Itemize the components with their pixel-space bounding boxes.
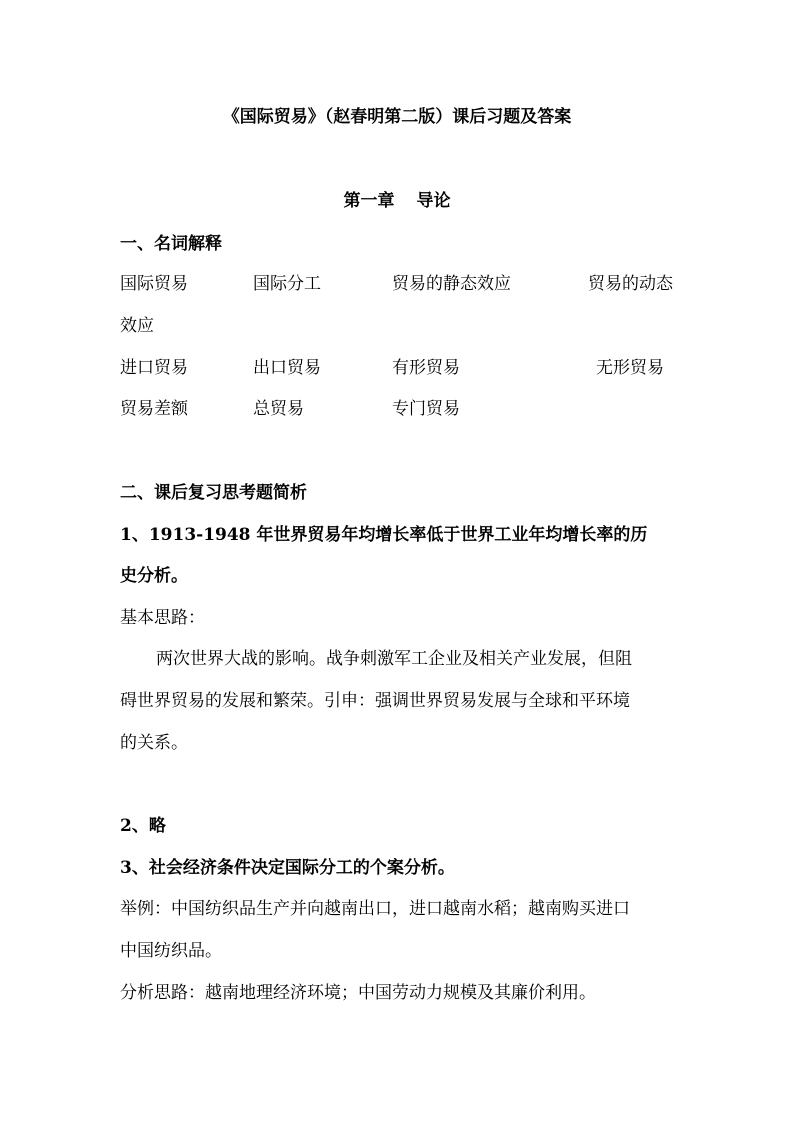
- term-item: 贸易的动态: [588, 274, 673, 294]
- term-item: 贸易的静态效应: [392, 274, 511, 294]
- term-item: 专门贸易: [392, 399, 460, 419]
- term-item: 效应: [120, 316, 154, 336]
- document-title: 《国际贸易》（赵春明第二版）课后习题及答案: [222, 107, 572, 127]
- section-heading-terms: 一、名词解释: [120, 234, 222, 254]
- question-1-body-line: 的关系。: [120, 733, 188, 753]
- term-item: 出口贸易: [253, 358, 321, 378]
- chapter-heading: [0, 190, 794, 212]
- question-1-title-cont: 史分析。: [120, 566, 188, 586]
- term-item: 国际贸易: [120, 274, 188, 294]
- question-2-title: 2、略: [120, 816, 166, 836]
- question-3-example-line: 中国纺织品。: [120, 941, 222, 961]
- question-3-analysis: 分析思路：越南地理经济环境；中国劳动力规模及其廉价利用。: [120, 983, 596, 1003]
- term-item: 无形贸易: [596, 358, 664, 378]
- question-1-body-line: 两次世界大战的影响。战争刺激军工企业及相关产业发展，但阻: [156, 649, 632, 669]
- question-1-title: 1、1913-1948 年世界贸易年均增长率低于世界工业年均增长率的历: [120, 525, 648, 545]
- question-1-body-line: 碍世界贸易的发展和繁荣。引申：强调世界贸易发展与全球和平环境: [120, 691, 630, 711]
- question-1-label: 基本思路：: [120, 608, 205, 628]
- term-item: 国际分工: [253, 274, 321, 294]
- question-3-title: 3、社会经济条件决定国际分工的个案分析。: [120, 858, 455, 878]
- term-item: 总贸易: [253, 399, 304, 419]
- section-heading-review: 二、课后复习思考题简析: [120, 483, 307, 503]
- question-3-example-line: 举例：中国纺织品生产并向越南出口，进口越南水稻；越南购买进口: [120, 899, 630, 919]
- term-item: 贸易差额: [120, 399, 188, 419]
- term-item: 进口贸易: [120, 358, 188, 378]
- term-item: 有形贸易: [392, 358, 460, 378]
- chapter-number: 第一章: [343, 191, 395, 211]
- chapter-name: 导论: [416, 191, 451, 211]
